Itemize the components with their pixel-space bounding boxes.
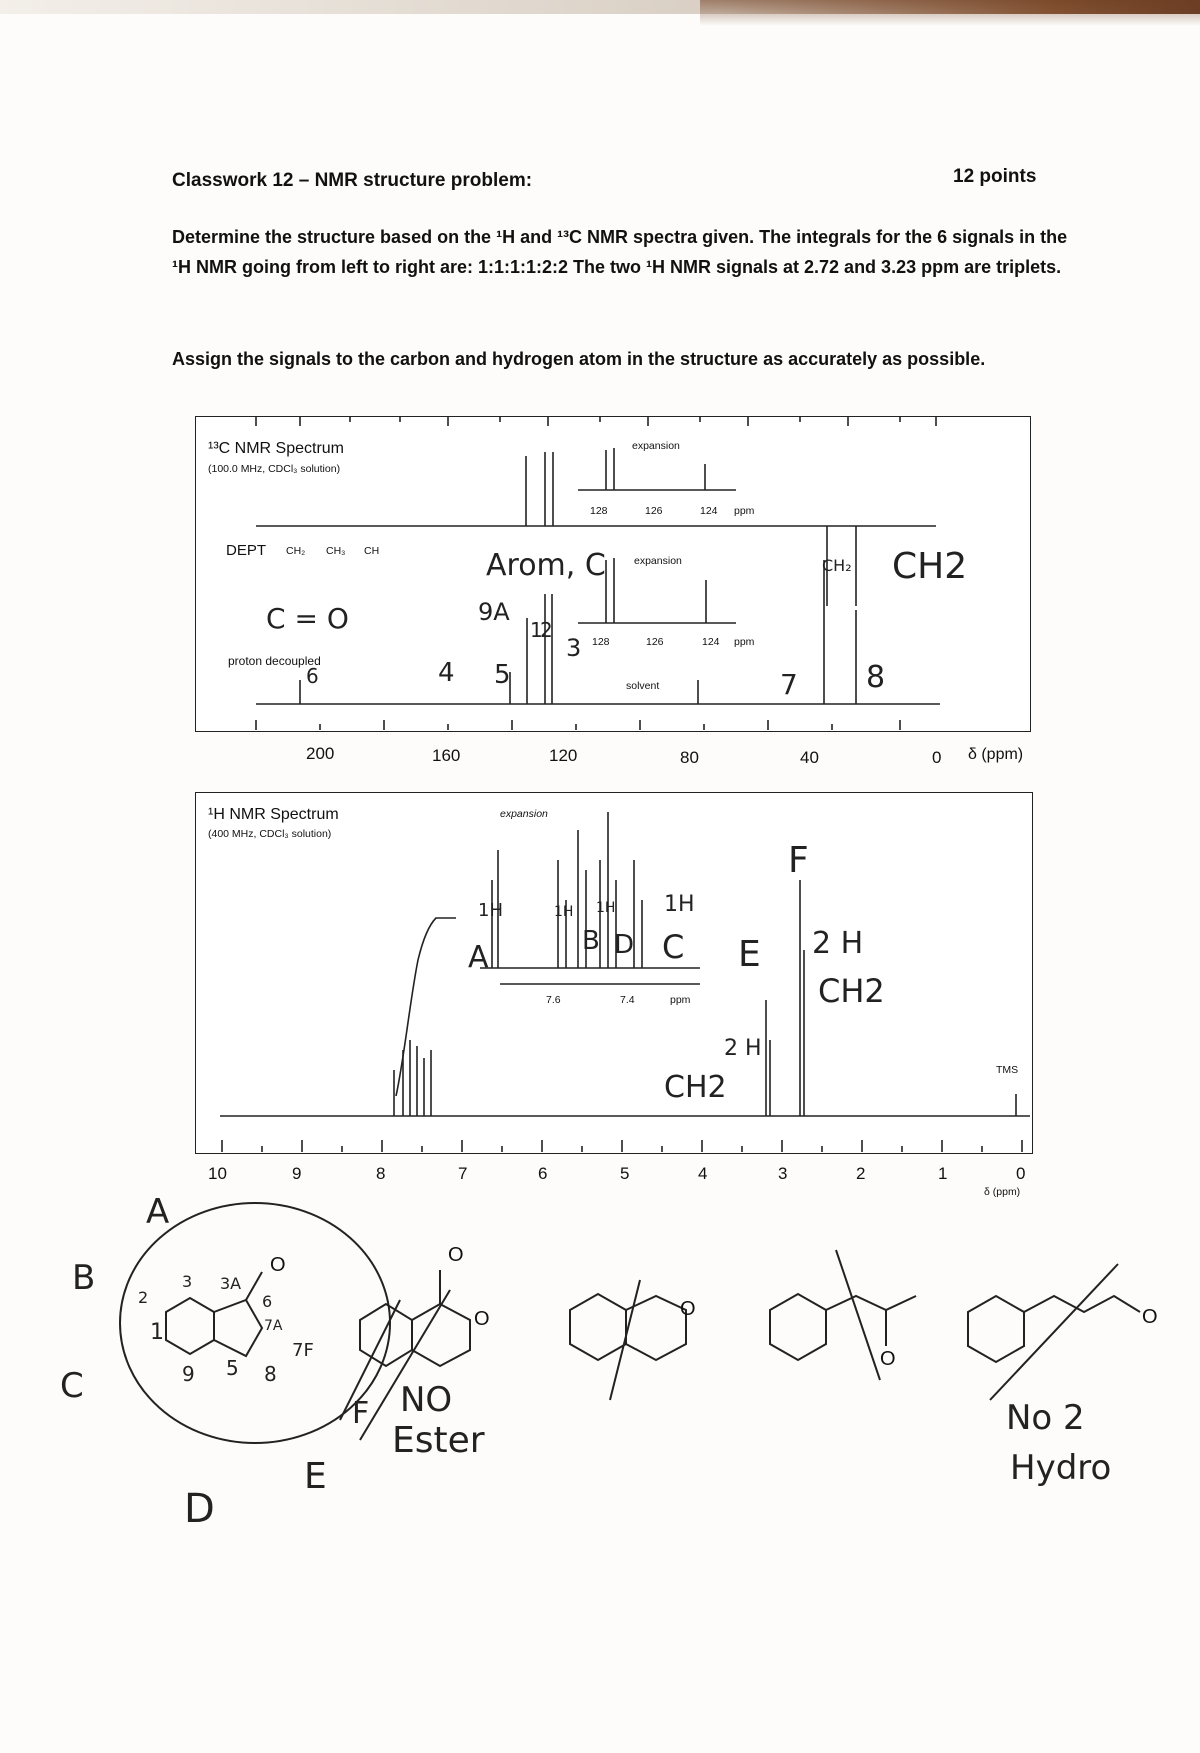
hw-big-d: D	[614, 930, 635, 960]
hw-c-o: C = O	[266, 602, 349, 635]
c13-exp-tick-124b: 124	[702, 636, 720, 648]
hw-num-6: 6	[306, 664, 319, 688]
h1-axis-tick-5: 5	[620, 1164, 630, 1183]
phenylacetone-chain	[826, 1296, 916, 1346]
c13-exp-tick-124a: 124	[700, 505, 718, 517]
phenylpropanal-chain	[1024, 1296, 1140, 1312]
struct-num-7f: 7F	[292, 1340, 314, 1361]
struct-num-1: 1	[150, 1320, 164, 1345]
c13-axis-tick-160: 160	[432, 746, 461, 765]
hw-1h-c: 1H	[664, 892, 695, 917]
tms-label: TMS	[996, 1064, 1019, 1076]
hw-letter-e: E	[304, 1456, 327, 1497]
isochromanone-benzene	[360, 1304, 412, 1366]
c13-bottom-ticks	[256, 720, 900, 730]
isochromanone-carbonyl-o: O	[448, 1244, 464, 1266]
isochromanone-ring-o: O	[474, 1308, 490, 1330]
hw-no2-2: Hydro	[1010, 1448, 1112, 1488]
dept-legend-ch2: CH₂	[286, 545, 306, 557]
h1-axis-tick-1: 1	[938, 1164, 948, 1183]
hw-big-a: A	[468, 940, 489, 975]
struct-num-3: 3	[182, 1272, 193, 1291]
dept-label: DEPT	[226, 542, 267, 559]
c13-expansion-label-top: expansion	[632, 440, 680, 452]
c13-exp-tick-126a: 126	[645, 505, 663, 517]
hw-big-e: E	[738, 934, 761, 975]
c13-axis-tick-0: 0	[932, 748, 942, 767]
struct-num-3a: 3A	[220, 1274, 242, 1293]
hw-1h-a: 1H	[478, 900, 503, 921]
c13-expansion-label-bottom: expansion	[634, 555, 682, 567]
hw-no-ester-2: Ester	[392, 1420, 485, 1461]
h1-axis-tick-7: 7	[458, 1164, 468, 1183]
h1-title: ¹H NMR Spectrum	[208, 806, 339, 823]
h1-axis-tick-8: 8	[376, 1164, 386, 1183]
phenylacetone-crossout	[836, 1250, 880, 1380]
h1-axis-tick-0: 0	[1016, 1164, 1026, 1183]
h1-axis-tick-2: 2	[856, 1164, 866, 1183]
indanone-oxygen: O	[270, 1254, 286, 1276]
hw-letter-b: B	[72, 1258, 96, 1298]
hw-num-7: 7	[780, 668, 798, 701]
c13-exp-tick-128b: 128	[592, 636, 610, 648]
struct-num-5: 5	[226, 1356, 239, 1380]
isochromanone-lactone-ring	[412, 1304, 470, 1366]
hw-2h-mid: 2 H	[724, 1036, 762, 1061]
indanone-five-ring	[214, 1300, 262, 1356]
hw-num-3: 3	[566, 634, 582, 662]
hw-2h-right: 2 H	[812, 926, 864, 961]
dept-legend-ch: CH	[364, 545, 380, 557]
hw-letter-f: F	[352, 1396, 370, 1431]
hw-ch2-mid: CH2	[664, 1070, 727, 1105]
hw-num-4: 4	[438, 658, 455, 688]
instructions-paragraph: Determine the structure based on the ¹H and ¹³C NMR spectra given. The integrals for the 6 signals in the ¹H NMR going from left to right are: 1:1:1:1:2:2 The two ¹H NMR signals at 2.72 and 3.23 ppm are triplets.	[172, 227, 1068, 277]
h1-axis-tick-4: 4	[698, 1164, 708, 1183]
hw-num-5: 5	[494, 660, 511, 690]
c13-axis-tick-200: 200	[306, 744, 335, 763]
hw-arom: Arom, C	[486, 548, 606, 583]
h1-axis-tick-6: 6	[538, 1164, 548, 1183]
hw-big-c: C	[662, 928, 685, 966]
phenylacetone-o: O	[880, 1348, 896, 1370]
hw-num-8: 8	[866, 660, 886, 695]
hw-1h-b: 1H	[554, 904, 574, 920]
h1-exp-unit: ppm	[670, 994, 691, 1006]
c13-axis-tick-120: 120	[549, 746, 578, 765]
hw-no2-1: No 2	[1006, 1398, 1085, 1438]
c13-title: ¹³C NMR Spectrum	[208, 440, 345, 457]
hw-num-1: 1	[530, 618, 543, 642]
struct-num-6: 6	[262, 1292, 273, 1311]
decoupled-label: proton decoupled	[228, 654, 321, 668]
h1-axis-tick-3: 3	[778, 1164, 788, 1183]
points-label: 12 points	[953, 166, 1037, 187]
c13-axis-tick-40: 40	[800, 748, 819, 767]
hw-big-b: B	[582, 926, 600, 956]
page-title: Classwork 12 – NMR structure problem:	[172, 170, 533, 191]
struct-num-8: 8	[264, 1362, 277, 1386]
indanone-carbonyl	[246, 1272, 262, 1300]
hw-9a: 9A	[478, 598, 510, 626]
isochromene-crossout	[610, 1280, 640, 1400]
struct-num-9: 9	[182, 1362, 195, 1386]
c13-axis-tick-80: 80	[680, 748, 699, 767]
struct-num-7a: 7A	[264, 1318, 283, 1334]
hw-letter-c: C	[60, 1366, 84, 1406]
c13-top-ticks	[256, 416, 936, 426]
hw-1h-d: 1H	[596, 900, 616, 916]
h1-expansion-label: expansion	[500, 808, 548, 820]
hw-big-f: F	[788, 840, 809, 881]
h1-axis-ticks	[222, 1140, 1022, 1152]
hw-ch2-right: CH2	[818, 972, 885, 1010]
c13-exp-tick-128a: 128	[590, 505, 608, 517]
dept-legend-ch3: CH₃	[326, 545, 346, 557]
phenylpropanal-crossout	[990, 1264, 1118, 1400]
hw-letter-a: A	[146, 1192, 170, 1232]
h1-exp-tick-74: 7.4	[620, 994, 635, 1006]
isochromene-ring-o: O	[680, 1298, 696, 1320]
isochromene-ring	[626, 1296, 686, 1360]
h1-axis-tick-10: 10	[208, 1164, 227, 1183]
h1-exp-tick-76: 7.6	[546, 994, 561, 1006]
hw-ch2-big: CH2	[892, 546, 968, 587]
hw-letter-d: D	[184, 1486, 215, 1532]
isochromene-benzene	[570, 1294, 626, 1360]
hw-num-2: 2	[540, 618, 553, 642]
h1-integral-trace	[396, 918, 456, 1096]
phenylpropanal-o: O	[1142, 1306, 1158, 1328]
c13-exp-unit-a: ppm	[734, 505, 755, 517]
solvent-label: solvent	[626, 680, 660, 692]
h1-subtitle: (400 MHz, CDCl₃ solution)	[208, 828, 332, 840]
h1-axis-tick-9: 9	[292, 1164, 302, 1183]
h1-axis-unit: δ (ppm)	[984, 1186, 1021, 1198]
c13-exp-tick-126b: 126	[646, 636, 664, 648]
c13-axis-unit: δ (ppm)	[968, 746, 1024, 763]
hw-ch2-small: CH₂	[822, 556, 852, 575]
struct-num-2: 2	[138, 1288, 149, 1307]
hw-no-ester-1: NO	[400, 1380, 453, 1420]
indanone-benzene-ring	[166, 1298, 214, 1354]
phenylacetone-benzene	[770, 1294, 826, 1360]
assign-paragraph: Assign the signals to the carbon and hydrogen atom in the structure as accurately as possible.	[172, 349, 986, 369]
c13-exp-unit-b: ppm	[734, 636, 755, 648]
phenylpropanal-benzene	[968, 1296, 1024, 1362]
c13-subtitle: (100.0 MHz, CDCl₃ solution)	[208, 463, 341, 475]
